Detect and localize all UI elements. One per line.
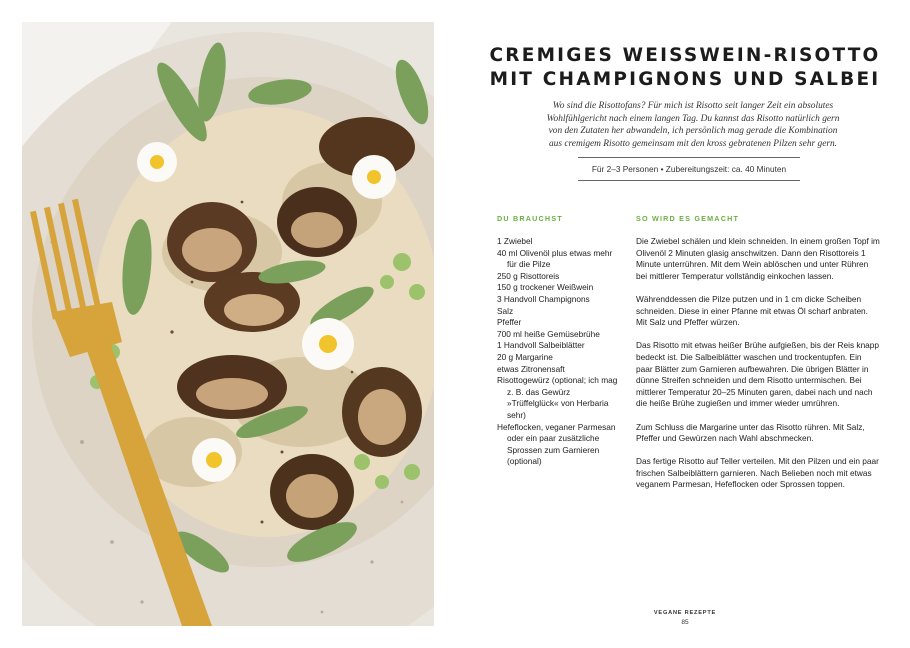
ingredient-item: Pfeffer — [497, 317, 522, 328]
ingredients-list — [497, 236, 621, 468]
ingredient-item: 250 g Risottoreis — [497, 270, 560, 281]
ingredient-item: Hefeflocken, veganer Parmesan oder ein paar zusätzliche Sprossen zum Garnieren (optional) — [497, 421, 616, 467]
ingredient-item: 150 g trockener Weißwein — [497, 282, 594, 293]
ingredient-item: Risottogewürz (optional; ich mag z. B. das Gewürz »Trüffelglück« von Herbaria sehr) — [497, 375, 618, 420]
recipe-title-line-1: CREMIGES WEISSWEIN-RISOTTO — [489, 45, 881, 66]
ingredient-item: 1 Handvoll Salbeiblätter — [497, 340, 585, 351]
steps-heading: SO WIRD ES GEMACHT — [636, 214, 740, 223]
ingredient-item: etwas Zitronensaft — [497, 363, 565, 374]
ingredients-heading: DU BRAUCHST — [497, 214, 563, 223]
step-paragraph: Das fertige Risotto auf Teller verteilen. Mit den Pilzen und ein paar frischen Salbeiblättern garnieren. Nach Belieben noch mit etwas veganem Parmesan, Hefeflocken oder Sprossen toppen. — [636, 456, 879, 490]
step-paragraph: Die Zwiebel schälen und klein schneiden. In einem großen Topf im Olivenöl 2 Minuten glasig anschwitzen. Dann den Risottoreis 1 Minute unterrühren. Mit dem Wein ablöschen und unter Rühren bei mittlerer Temperatur vollständig einkochen lassen. — [636, 236, 880, 281]
step-paragraph: Zum Schluss die Margarine unter das Risotto rühren. Mit Salz, Pfeffer und Gewürzen nach Wahl abschmecken. — [636, 421, 865, 444]
recipe-meta: Für 2–3 Personen • Zubereitungszeit: ca. 40 Minuten — [578, 157, 800, 181]
ingredient-item: 3 Handvoll Champignons — [497, 293, 590, 304]
ingredient-item: 1 Zwiebel — [497, 236, 533, 246]
recipe-title — [470, 44, 900, 92]
ingredient-item: 20 g Margarine — [497, 351, 553, 362]
step-paragraph: Währenddessen die Pilze putzen und in 1 cm dicke Scheiben schneiden. Diese in einer Pfanne mit etwas Öl scharf anbraten. Mit Salz und Pfeffer würzen. — [636, 293, 868, 328]
step-paragraph: Das Risotto mit etwas heißer Brühe aufgießen, bis der Reis knapp bedeckt ist. Die Salbeiblätter waschen und trockentupfen. Ein paar Blätter zum Garnieren aufbewahren. Die übrigen Blätter in dünne Streifen schneiden und dem Risotto untermischen. Bei mittlerer Temperatur 20–25 Minuten garen, dabei nach und nach die heiße Brühe zugießen und immer wieder umrühren. — [636, 340, 880, 409]
steps-list — [636, 236, 880, 503]
risotto-photo — [22, 22, 434, 626]
ingredient-item: 700 ml heiße Gemüsebrühe — [497, 328, 600, 339]
ingredient-item: 40 ml Olivenöl plus etwas mehr für die Pilze — [497, 247, 613, 270]
ingredient-item: Salz — [497, 305, 514, 316]
recipe-intro: Wo sind die Risottofans? Für mich ist Risotto seit langer Zeit ein absolutes Wohlfühlgericht nach einem langen Tag. Du kannst das Risotto natürlich gern von den Zutaten her abwandeln, ich persönlich mag gerade die Kombination aus cremigem Risotto gemeinsam mit den kross gebratenen Pilzen sehr gern. — [546, 101, 840, 149]
recipe-title-line-2: MIT CHAMPIGNONS UND SALBEI — [489, 69, 881, 90]
footer-section-label: VEGANE REZEPTE — [653, 610, 717, 616]
page-number: 85 — [681, 619, 689, 626]
